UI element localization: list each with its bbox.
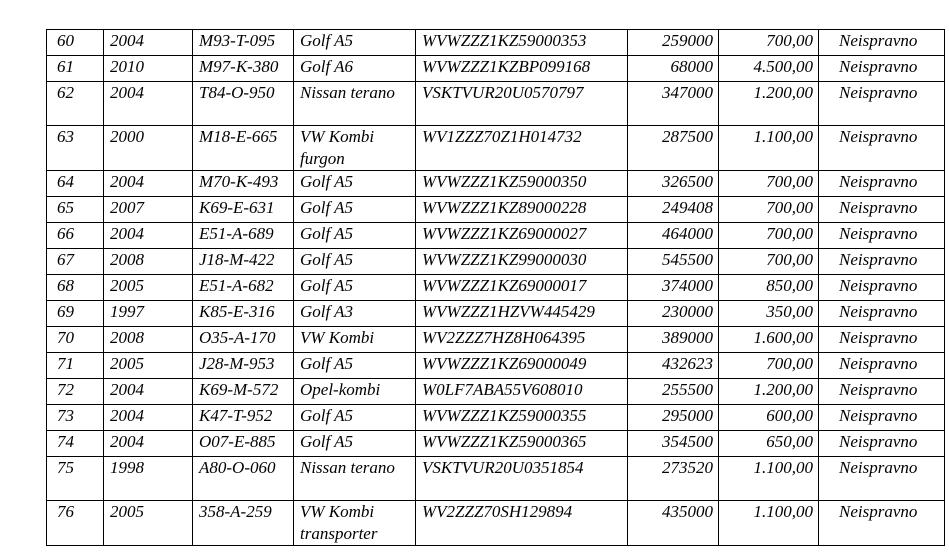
vin-cell: VSKTVUR20U0570797 (416, 82, 628, 126)
model-cell: Golf A5 (294, 275, 416, 301)
table-row (47, 171, 945, 197)
vehicle-table-body (47, 30, 945, 546)
model-cell: Golf A5 (294, 171, 416, 197)
table-row (47, 353, 945, 379)
table-row (47, 431, 945, 457)
table-row (47, 301, 945, 327)
plate-cell: O07-E-885 (193, 431, 294, 457)
row-number-cell: 69 (47, 301, 104, 327)
price-cell: 1.600,00 (719, 327, 819, 353)
price-cell: 700,00 (719, 197, 819, 223)
mileage-cell: 249408 (628, 197, 719, 223)
row-number-cell: 75 (47, 457, 104, 501)
model-cell: Golf A6 (294, 56, 416, 82)
price-cell: 4.500,00 (719, 56, 819, 82)
status-cell: Neispravno (819, 405, 945, 431)
vin-cell: WVWZZZ1KZ69000017 (416, 275, 628, 301)
mileage-cell: 347000 (628, 82, 719, 126)
price-cell: 1.100,00 (719, 457, 819, 501)
vin-cell: WV2ZZZ70SH129894 (416, 501, 628, 546)
table-row (47, 327, 945, 353)
table-row (47, 457, 945, 501)
plate-cell: K47-T-952 (193, 405, 294, 431)
vin-cell: WVWZZZ1KZ59000350 (416, 171, 628, 197)
year-cell: 2010 (104, 56, 193, 82)
status-cell: Neispravno (819, 126, 945, 171)
mileage-cell: 374000 (628, 275, 719, 301)
row-number-cell: 71 (47, 353, 104, 379)
row-number-cell: 66 (47, 223, 104, 249)
row-number-cell: 65 (47, 197, 104, 223)
plate-cell: M93-T-095 (193, 30, 294, 56)
year-cell: 2005 (104, 353, 193, 379)
mileage-cell: 287500 (628, 126, 719, 171)
price-cell: 700,00 (719, 30, 819, 56)
table-row (47, 249, 945, 275)
status-cell: Neispravno (819, 301, 945, 327)
row-number-cell: 61 (47, 56, 104, 82)
vin-cell: WVWZZZ1KZ99000030 (416, 249, 628, 275)
price-cell: 600,00 (719, 405, 819, 431)
year-cell: 2005 (104, 501, 193, 546)
price-cell: 1.200,00 (719, 82, 819, 126)
model-cell: Golf A5 (294, 431, 416, 457)
model-cell: VW Kombi transporter (294, 501, 416, 546)
vin-cell: WV1ZZZ70Z1H014732 (416, 126, 628, 171)
status-cell: Neispravno (819, 353, 945, 379)
plate-cell: K69-M-572 (193, 379, 294, 405)
model-cell: Golf A3 (294, 301, 416, 327)
table-row (47, 56, 945, 82)
price-cell: 350,00 (719, 301, 819, 327)
status-cell: Neispravno (819, 30, 945, 56)
year-cell: 2004 (104, 171, 193, 197)
plate-cell: J18-M-422 (193, 249, 294, 275)
plate-cell: 358-A-259 (193, 501, 294, 546)
model-cell: Nissan terano (294, 457, 416, 501)
mileage-cell: 432623 (628, 353, 719, 379)
price-cell: 1.200,00 (719, 379, 819, 405)
row-number-cell: 74 (47, 431, 104, 457)
plate-cell: K69-E-631 (193, 197, 294, 223)
year-cell: 2008 (104, 249, 193, 275)
vin-cell: WVWZZZ1KZ89000228 (416, 197, 628, 223)
status-cell: Neispravno (819, 82, 945, 126)
vin-cell: WVWZZZ1KZBP099168 (416, 56, 628, 82)
plate-cell: T84-O-950 (193, 82, 294, 126)
mileage-cell: 326500 (628, 171, 719, 197)
vin-cell: WVWZZZ1KZ69000049 (416, 353, 628, 379)
plate-cell: K85-E-316 (193, 301, 294, 327)
status-cell: Neispravno (819, 171, 945, 197)
row-number-cell: 76 (47, 501, 104, 546)
mileage-cell: 255500 (628, 379, 719, 405)
row-number-cell: 60 (47, 30, 104, 56)
plate-cell: J28-M-953 (193, 353, 294, 379)
year-cell: 2007 (104, 197, 193, 223)
status-cell: Neispravno (819, 457, 945, 501)
status-cell: Neispravno (819, 223, 945, 249)
year-cell: 1997 (104, 301, 193, 327)
row-number-cell: 63 (47, 126, 104, 171)
status-cell: Neispravno (819, 275, 945, 301)
table-row (47, 501, 945, 546)
plate-cell: E51-A-689 (193, 223, 294, 249)
mileage-cell: 295000 (628, 405, 719, 431)
status-cell: Neispravno (819, 327, 945, 353)
year-cell: 2000 (104, 126, 193, 171)
vin-cell: VSKTVUR20U0351854 (416, 457, 628, 501)
price-cell: 850,00 (719, 275, 819, 301)
year-cell: 2004 (104, 431, 193, 457)
mileage-cell: 230000 (628, 301, 719, 327)
model-cell: Golf A5 (294, 223, 416, 249)
model-cell: Golf A5 (294, 197, 416, 223)
row-number-cell: 70 (47, 327, 104, 353)
table-row (47, 223, 945, 249)
table-row (47, 197, 945, 223)
year-cell: 2008 (104, 327, 193, 353)
price-cell: 700,00 (719, 249, 819, 275)
model-cell: Golf A5 (294, 405, 416, 431)
row-number-cell: 67 (47, 249, 104, 275)
mileage-cell: 464000 (628, 223, 719, 249)
vin-cell: WV2ZZZ7HZ8H064395 (416, 327, 628, 353)
year-cell: 2004 (104, 379, 193, 405)
model-cell: Golf A5 (294, 249, 416, 275)
table-row (47, 82, 945, 126)
status-cell: Neispravno (819, 501, 945, 546)
model-cell: VW Kombi furgon (294, 126, 416, 171)
vin-cell: WVWZZZ1HZVW445429 (416, 301, 628, 327)
vin-cell: W0LF7ABA55V608010 (416, 379, 628, 405)
price-cell: 650,00 (719, 431, 819, 457)
year-cell: 2004 (104, 223, 193, 249)
table-row (47, 126, 945, 171)
price-cell: 1.100,00 (719, 501, 819, 546)
status-cell: Neispravno (819, 197, 945, 223)
mileage-cell: 435000 (628, 501, 719, 546)
mileage-cell: 259000 (628, 30, 719, 56)
year-cell: 1998 (104, 457, 193, 501)
year-cell: 2004 (104, 82, 193, 126)
plate-cell: M97-K-380 (193, 56, 294, 82)
model-cell: Golf A5 (294, 353, 416, 379)
status-cell: Neispravno (819, 431, 945, 457)
year-cell: 2004 (104, 30, 193, 56)
mileage-cell: 68000 (628, 56, 719, 82)
vehicle-table (46, 29, 945, 546)
status-cell: Neispravno (819, 56, 945, 82)
row-number-cell: 64 (47, 171, 104, 197)
table-row (47, 30, 945, 56)
row-number-cell: 73 (47, 405, 104, 431)
price-cell: 700,00 (719, 353, 819, 379)
price-cell: 700,00 (719, 171, 819, 197)
model-cell: VW Kombi (294, 327, 416, 353)
table-row (47, 405, 945, 431)
model-cell: Golf A5 (294, 30, 416, 56)
year-cell: 2004 (104, 405, 193, 431)
price-cell: 700,00 (719, 223, 819, 249)
model-cell: Nissan terano (294, 82, 416, 126)
mileage-cell: 273520 (628, 457, 719, 501)
row-number-cell: 62 (47, 82, 104, 126)
model-cell: Opel-kombi (294, 379, 416, 405)
mileage-cell: 354500 (628, 431, 719, 457)
plate-cell: O35-A-170 (193, 327, 294, 353)
row-number-cell: 72 (47, 379, 104, 405)
table-row (47, 275, 945, 301)
table-row (47, 379, 945, 405)
status-cell: Neispravno (819, 249, 945, 275)
mileage-cell: 545500 (628, 249, 719, 275)
vin-cell: WVWZZZ1KZ59000355 (416, 405, 628, 431)
status-cell: Neispravno (819, 379, 945, 405)
plate-cell: A80-O-060 (193, 457, 294, 501)
plate-cell: M18-E-665 (193, 126, 294, 171)
vin-cell: WVWZZZ1KZ59000365 (416, 431, 628, 457)
vin-cell: WVWZZZ1KZ69000027 (416, 223, 628, 249)
year-cell: 2005 (104, 275, 193, 301)
row-number-cell: 68 (47, 275, 104, 301)
plate-cell: M70-K-493 (193, 171, 294, 197)
price-cell: 1.100,00 (719, 126, 819, 171)
mileage-cell: 389000 (628, 327, 719, 353)
plate-cell: E51-A-682 (193, 275, 294, 301)
vin-cell: WVWZZZ1KZ59000353 (416, 30, 628, 56)
